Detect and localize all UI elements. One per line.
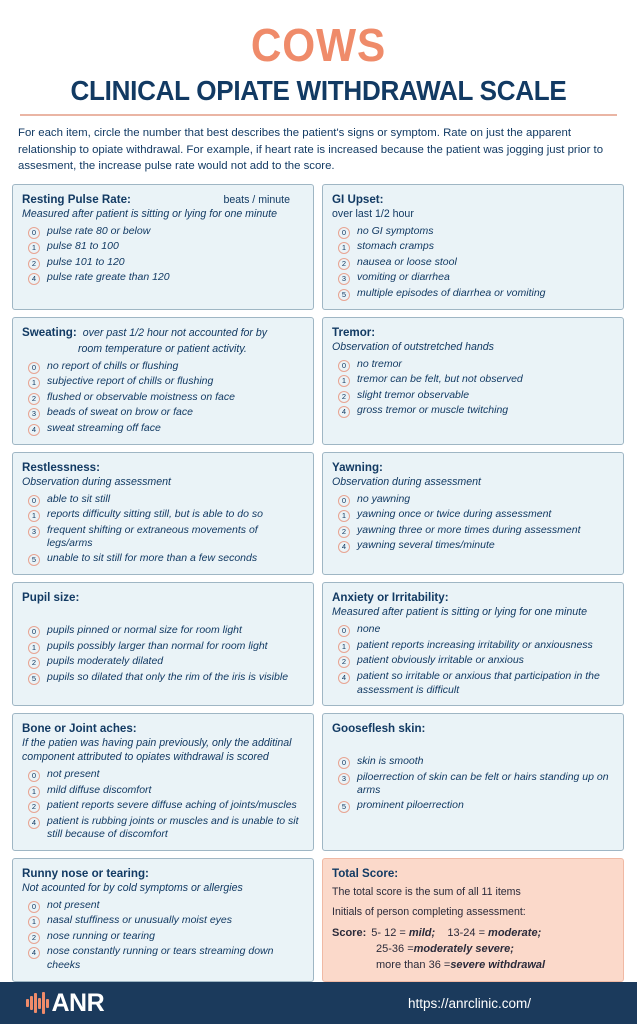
item-subtitle: If the patien was having pain previously, only the additinal component attributed to opiates withdrawal is scored	[22, 737, 292, 764]
option-text: yawning three or more times during assessment	[357, 523, 581, 536]
score-circle[interactable]: 0	[28, 901, 40, 913]
option-list	[22, 899, 304, 973]
website-url[interactable]: https://anrclinic.com/	[407, 995, 531, 1011]
option-row[interactable]	[22, 422, 304, 436]
item-title: Runny nose or tearing:	[22, 866, 149, 880]
box-header	[332, 722, 614, 735]
score-circle[interactable]: 0	[28, 362, 40, 374]
option-text: patient obviously irritable or anxious	[357, 654, 524, 667]
subtitle-spacer	[22, 604, 304, 621]
score-circle[interactable]: 4	[28, 817, 40, 829]
option-text: pupils possibly larger than normal for room light	[47, 639, 268, 652]
item-subtitle: Observation of outstretched hands	[332, 340, 494, 353]
score-circle[interactable]: 1	[338, 641, 350, 653]
option-row[interactable]	[332, 389, 614, 403]
option-text: mild diffuse discomfort	[47, 783, 152, 796]
score-circle[interactable]: 4	[28, 273, 40, 285]
score-circle[interactable]: 1	[338, 375, 350, 387]
option-row[interactable]	[22, 360, 304, 374]
initials-field-label[interactable]: Initials of person completing assessment:	[332, 905, 526, 918]
anr-logo[interactable]	[26, 989, 104, 1018]
option-text: sweat streaming off face	[47, 421, 161, 434]
option-text: yawning several times/minute	[357, 539, 495, 552]
score-range-3-numbers: 25-36 =	[376, 943, 414, 956]
score-circle[interactable]: 3	[338, 273, 350, 285]
score-circle[interactable]: 0	[28, 495, 40, 507]
score-circle[interactable]: 3	[338, 773, 350, 785]
score-circle[interactable]: 2	[338, 258, 350, 270]
intro-paragraph: For each item, circle the number that best describes the patient's signs or symptom. Rate on just the apparent relationship to opiate withdrawal. For example, if heart rate is increased because the patient was jogging just prior to assesment, the increase pulse rate would not add to the score.	[18, 127, 604, 172]
item-subtitle: Observation during assessment	[22, 475, 171, 488]
option-list	[22, 768, 304, 842]
assessment-items-grid	[0, 174, 637, 982]
score-range-row-2	[332, 942, 614, 958]
option-text: able to sit still	[47, 492, 111, 505]
option-text: not present	[47, 898, 100, 911]
score-circle[interactable]: 5	[28, 554, 40, 566]
option-row[interactable]	[332, 670, 614, 697]
item-box-restlessness	[12, 452, 314, 576]
option-row[interactable]	[22, 930, 304, 944]
score-circle[interactable]: 4	[338, 541, 350, 553]
option-row[interactable]	[332, 287, 614, 301]
option-row[interactable]	[332, 508, 614, 522]
box-header	[22, 193, 304, 206]
option-text: pupils moderately dilated	[47, 655, 164, 668]
score-circle[interactable]: 5	[338, 801, 350, 813]
option-row[interactable]	[22, 375, 304, 389]
item-subtitle: Measured after patient is sitting or lying for one minute	[22, 207, 277, 220]
item-subtitle: over last 1/2 hour	[332, 207, 414, 220]
option-list	[22, 225, 304, 286]
item-title: Bone or Joint aches:	[22, 722, 137, 736]
option-row[interactable]	[22, 493, 304, 507]
option-text: reports difficulty sitting still, but is able to do so	[47, 508, 263, 521]
option-row[interactable]	[332, 755, 614, 769]
box-header	[22, 722, 304, 735]
option-text: patient so irritable or anxious that participation in the assessment is difficult	[357, 669, 600, 696]
score-circle[interactable]: 3	[28, 408, 40, 420]
option-text: pupils pinned or normal size for room light	[47, 624, 242, 637]
score-range-3-word: moderately severe;	[413, 943, 514, 956]
option-row[interactable]	[22, 768, 304, 782]
option-row[interactable]	[332, 524, 614, 538]
item-subtitle-inline: over past 1/2 hour not accounted for by	[82, 326, 268, 339]
option-text: nose running or tearing	[47, 929, 155, 942]
item-title: Sweating:	[22, 325, 77, 339]
item-unit-label: beats / minute	[223, 193, 290, 206]
option-text: unable to sit still for more than a few seconds	[47, 552, 258, 565]
option-text: skin is smooth	[357, 755, 424, 768]
item-box-anxiety-irritability	[322, 582, 624, 706]
box-header	[332, 591, 614, 604]
score-range-1-numbers: 5- 12 =	[371, 927, 409, 940]
score-circle[interactable]: 2	[338, 391, 350, 403]
option-text: patient reports severe diffuse aching of joints/muscles	[47, 799, 297, 812]
option-row[interactable]	[22, 391, 304, 405]
score-label: Score:	[332, 927, 367, 940]
option-row[interactable]	[332, 256, 614, 270]
option-row[interactable]	[332, 799, 614, 813]
option-text: gross tremor or muscle twitching	[357, 404, 509, 417]
total-score-title: Total Score:	[332, 866, 399, 880]
option-row[interactable]	[22, 945, 304, 972]
option-text: beads of sweat on brow or face	[47, 406, 193, 419]
acronym-title: COWS	[250, 19, 387, 71]
option-list	[332, 755, 614, 813]
total-score-box	[322, 858, 624, 982]
item-title: Pupil size:	[22, 591, 80, 605]
option-text: vomiting or diarrhea	[357, 271, 450, 284]
box-header	[332, 326, 614, 339]
item-box-gi-upset	[322, 184, 624, 310]
option-text: not present	[47, 768, 100, 781]
option-row[interactable]	[332, 539, 614, 553]
option-row[interactable]	[22, 815, 304, 842]
document-header	[0, 0, 637, 174]
item-box-gooseflesh-skin	[322, 713, 624, 851]
option-text: slight tremor observable	[357, 388, 470, 401]
option-row[interactable]	[332, 493, 614, 507]
score-circle[interactable]: 2	[28, 657, 40, 669]
option-text: no yawning	[357, 492, 411, 505]
option-text: pupils so dilated that only the rim of the iris is visible	[47, 670, 289, 683]
option-list	[332, 623, 614, 697]
item-box-tremor	[322, 317, 624, 445]
item-box-sweating	[12, 317, 314, 445]
option-row[interactable]	[332, 623, 614, 637]
item-box-pupil-size	[12, 582, 314, 706]
option-list	[22, 624, 304, 685]
box-header	[332, 193, 614, 206]
option-row[interactable]	[22, 640, 304, 654]
option-text: tremor can be felt, but not observed	[357, 373, 523, 386]
option-row[interactable]	[22, 784, 304, 798]
total-score-description: The total score is the sum of all 11 items	[332, 885, 521, 898]
option-row[interactable]	[22, 624, 304, 638]
option-row[interactable]	[22, 799, 304, 813]
option-row[interactable]	[332, 404, 614, 418]
score-circle[interactable]: 0	[28, 770, 40, 782]
score-circle[interactable]: 0	[28, 626, 40, 638]
item-subtitle-second-line: room temperature or patient activity.	[78, 342, 247, 355]
score-circle[interactable]: 2	[28, 801, 40, 813]
box-header	[22, 461, 304, 474]
item-subtitle: Not acounted for by cold symptoms or allergies	[22, 881, 243, 894]
option-row[interactable]	[332, 639, 614, 653]
option-row[interactable]	[22, 524, 304, 551]
score-circle[interactable]: 2	[338, 526, 350, 538]
item-box-yawning	[322, 452, 624, 576]
score-circle[interactable]: 1	[28, 642, 40, 654]
option-row[interactable]	[22, 508, 304, 522]
item-title: Resting Pulse Rate:	[22, 192, 131, 206]
score-circle[interactable]: 3	[28, 526, 40, 538]
option-row[interactable]	[332, 271, 614, 285]
option-text: pulse rate greate than 120	[47, 271, 170, 284]
score-range-2-numbers: 13-24 =	[447, 927, 489, 940]
score-circle[interactable]: 4	[28, 947, 40, 959]
option-text: pulse rate 80 or below	[47, 224, 151, 237]
score-circle[interactable]: 0	[338, 495, 350, 507]
option-text: frequent shifting or extraneous movements of legs/arms	[47, 523, 258, 550]
option-text: multiple episodes of diarrhea or vomiting	[357, 286, 546, 299]
score-circle[interactable]: 1	[28, 377, 40, 389]
score-range-4-numbers: more than 36 =	[376, 958, 451, 971]
score-circle[interactable]: 4	[28, 424, 40, 436]
option-list	[332, 493, 614, 554]
option-text: patient reports increasing irritability or anxiousness	[357, 638, 593, 651]
score-circle[interactable]: 0	[338, 227, 350, 239]
option-text: nasal stuffiness or unusually moist eyes	[47, 914, 233, 927]
option-text: prominent piloerrection	[357, 799, 464, 812]
score-circle[interactable]: 1	[28, 916, 40, 928]
score-circle[interactable]: 1	[338, 510, 350, 522]
score-circle[interactable]: 0	[338, 360, 350, 372]
box-header	[332, 461, 614, 474]
option-row[interactable]	[332, 654, 614, 668]
score-circle[interactable]: 2	[338, 656, 350, 668]
option-text: piloerrection of skin can be felt or hairs standing up on arms	[357, 770, 609, 797]
option-row[interactable]	[22, 671, 304, 685]
score-circle[interactable]: 2	[28, 932, 40, 944]
option-row[interactable]	[22, 240, 304, 254]
option-text: nausea or loose stool	[357, 255, 457, 268]
score-range-1	[371, 926, 541, 942]
option-row[interactable]	[332, 225, 614, 239]
score-range-row-3	[332, 958, 614, 974]
score-range-1-word: mild;	[408, 927, 436, 940]
item-title: Yawning:	[332, 460, 383, 474]
score-circle[interactable]: 0	[28, 227, 40, 239]
box-header	[22, 867, 304, 880]
option-text: no GI symptoms	[357, 224, 434, 237]
option-list	[332, 225, 614, 301]
score-circle[interactable]: 5	[338, 289, 350, 301]
option-row[interactable]	[332, 240, 614, 254]
score-ranges	[332, 926, 614, 973]
item-subtitle: Measured after patient is sitting or lying for one minute	[332, 606, 587, 619]
box-header	[332, 867, 614, 880]
score-circle[interactable]: 1	[338, 242, 350, 254]
item-title: Anxiety or Irritability:	[332, 591, 449, 605]
logo-text: ANR	[51, 988, 105, 1017]
option-row[interactable]	[22, 271, 304, 285]
subtitle-spacer	[332, 735, 614, 752]
option-row[interactable]	[22, 256, 304, 270]
option-text: no tremor	[357, 357, 402, 370]
option-row[interactable]	[22, 899, 304, 913]
option-row[interactable]	[332, 771, 614, 798]
option-text: no report of chills or flushing	[47, 359, 179, 372]
option-row[interactable]	[22, 655, 304, 669]
score-circle[interactable]: 2	[28, 258, 40, 270]
item-box-resting-pulse-rate	[12, 184, 314, 310]
option-row[interactable]	[332, 358, 614, 372]
option-text: yawning once or twice during assessment	[357, 508, 552, 521]
option-row[interactable]	[22, 225, 304, 239]
score-circle[interactable]: 2	[28, 393, 40, 405]
score-circle[interactable]: 1	[28, 786, 40, 798]
option-row[interactable]	[22, 914, 304, 928]
score-circle[interactable]: 1	[28, 242, 40, 254]
score-circle[interactable]: 4	[338, 672, 350, 684]
option-text: pulse 81 to 100	[47, 240, 119, 253]
option-list	[22, 360, 304, 436]
item-title: Gooseflesh skin:	[332, 722, 426, 736]
score-circle[interactable]: 1	[28, 510, 40, 522]
option-text: none	[357, 623, 381, 636]
option-text: patient is rubbing joints or muscles and is unable to sit still because of discomfort	[47, 814, 299, 841]
score-circle[interactable]: 4	[338, 406, 350, 418]
option-list	[332, 358, 614, 419]
pulse-waveform-icon	[26, 992, 49, 1014]
option-row[interactable]	[332, 373, 614, 387]
page-title: CLINICAL OPIATE WITHDRAWAL SCALE	[70, 75, 567, 106]
page-footer	[0, 982, 637, 1024]
score-range-row-1	[332, 926, 614, 942]
item-box-bone-joint-aches	[12, 713, 314, 851]
box-header	[22, 326, 304, 341]
option-text: pulse 101 to 120	[47, 255, 125, 268]
item-subtitle: Observation during assessment	[332, 475, 481, 488]
item-title: GI Upset:	[332, 192, 384, 206]
score-circle[interactable]: 0	[338, 625, 350, 637]
item-title: Tremor:	[332, 325, 376, 339]
option-text: nose constantly running or tears streaming down cheeks	[47, 945, 274, 971]
score-circle[interactable]: 5	[28, 673, 40, 685]
option-text: subjective report of chills or flushing	[47, 375, 214, 388]
item-title: Restlessness:	[22, 460, 100, 474]
box-header	[22, 591, 304, 604]
option-text: stomach cramps	[357, 240, 435, 253]
option-row[interactable]	[22, 406, 304, 420]
score-range-4-word: severe withdrawal	[450, 958, 546, 971]
score-range-2-word: moderate;	[488, 927, 542, 940]
score-circle[interactable]: 0	[338, 757, 350, 769]
item-box-runny-nose-tearing	[12, 858, 314, 982]
option-row[interactable]	[22, 552, 304, 566]
option-text: flushed or observable moistness on face	[47, 390, 235, 403]
option-list	[22, 493, 304, 567]
